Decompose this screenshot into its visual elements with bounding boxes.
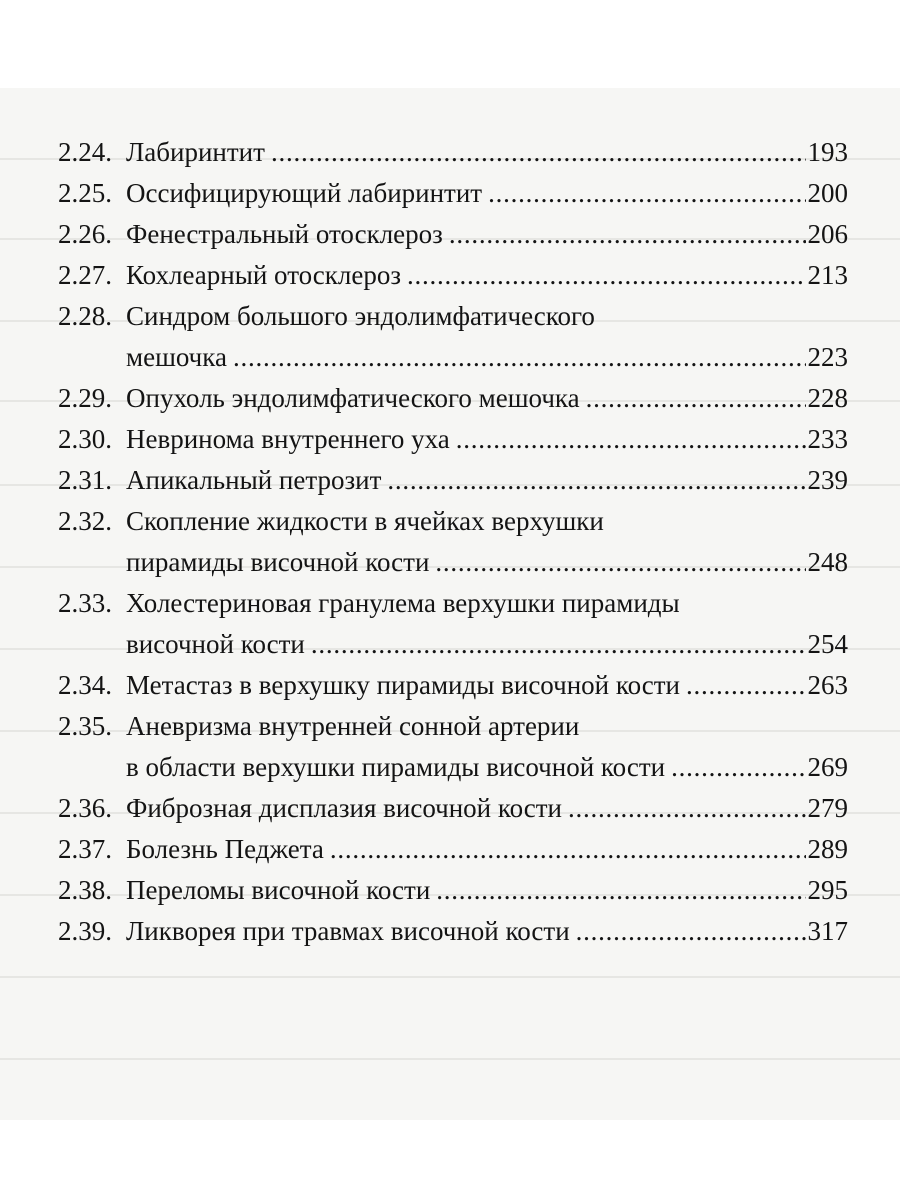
toc-entry-body <box>126 501 848 583</box>
toc-entry-title: Холестериновая гранулема верхушки пирамиды <box>126 588 680 618</box>
toc-entry-line <box>126 829 848 870</box>
toc-entry <box>58 255 848 296</box>
toc-page-number: 295 <box>807 875 848 905</box>
toc-entry-title: Апикальный петрозит <box>126 465 382 495</box>
toc-entry-line <box>126 460 848 501</box>
toc-entry-number: 2.32. <box>58 506 112 536</box>
toc-entry-line <box>126 911 848 952</box>
toc-page-number: 223 <box>807 342 848 372</box>
toc-entry-line <box>126 624 848 665</box>
toc-entry-body <box>126 665 848 706</box>
toc-entry <box>58 788 848 829</box>
toc-entry-number: 2.29. <box>58 383 112 413</box>
toc-entry-title: Кохлеарный отосклероз <box>126 260 402 290</box>
toc-entry-number: 2.30. <box>58 424 112 454</box>
toc-entry-body <box>126 173 848 214</box>
toc-entry-number: 2.27. <box>58 260 112 290</box>
toc-entry-line <box>126 214 848 255</box>
toc-page-number: 206 <box>807 219 848 249</box>
toc-page-number: 193 <box>807 137 848 167</box>
toc-dot-leader <box>330 829 806 870</box>
toc-dot-leader <box>686 665 806 706</box>
toc-entry-title: Опухоль эндолимфатического мешочка <box>126 383 580 413</box>
toc-entry-line <box>126 337 848 378</box>
toc-entry-line <box>126 665 848 706</box>
toc-entry-body <box>126 378 848 419</box>
toc-entry <box>58 911 848 952</box>
toc-page-number: 228 <box>807 383 848 413</box>
toc-entry-number: 2.26. <box>58 219 112 249</box>
toc-entry-title: височной кости <box>126 629 305 659</box>
toc-dot-leader <box>449 214 806 255</box>
toc-entry-line <box>126 706 848 747</box>
toc-entry-title: Оссифицирующий лабиринтит <box>126 178 483 208</box>
toc-page-number: 263 <box>807 670 848 700</box>
toc-entry <box>58 829 848 870</box>
toc-entry-body <box>126 419 848 460</box>
toc-entry-line <box>126 583 848 624</box>
toc-entry-body <box>126 583 848 665</box>
toc-entry-body <box>126 296 848 378</box>
toc-entry-number: 2.39. <box>58 916 112 946</box>
toc-dot-leader <box>586 378 806 419</box>
toc-dot-leader <box>568 788 805 829</box>
toc-entry-line <box>126 419 848 460</box>
toc-page-number: 239 <box>807 465 848 495</box>
toc-entry-line <box>126 788 848 829</box>
toc-entry-number: 2.36. <box>58 793 112 823</box>
toc-entry-line <box>126 501 848 542</box>
toc-entry-title: Скопление жидкости в ячейках верхушки <box>126 506 604 536</box>
toc-dot-leader <box>387 460 805 501</box>
toc-dot-leader <box>435 542 805 583</box>
toc-entry-number: 2.37. <box>58 834 112 864</box>
toc-page-number: 279 <box>807 793 848 823</box>
toc-entry-body <box>126 460 848 501</box>
toc-page-number: 289 <box>807 834 848 864</box>
toc-entry <box>58 870 848 911</box>
toc-page-number: 233 <box>807 424 848 454</box>
toc-entry-body <box>126 706 848 788</box>
toc-page-number: 248 <box>807 547 848 577</box>
toc-entry-body <box>126 829 848 870</box>
toc-entry-title: Аневризма внутренней сонной артерии <box>126 711 580 741</box>
toc-entry-title: Лабиринтит <box>126 137 265 167</box>
toc-page-number: 254 <box>807 629 848 659</box>
toc-entry-line <box>126 870 848 911</box>
toc-dot-leader <box>671 747 805 788</box>
toc-dot-leader <box>456 419 806 460</box>
toc-entry-number: 2.34. <box>58 670 112 700</box>
toc-entry-number: 2.31. <box>58 465 112 495</box>
toc-entry-title: Синдром большого эндолимфатического <box>126 301 595 331</box>
toc-dot-leader <box>436 870 805 911</box>
toc-entry-title: мешочка <box>126 342 227 372</box>
toc-entry-line <box>126 296 848 337</box>
toc-entry-title: Переломы височной кости <box>126 875 431 905</box>
toc-entry <box>58 173 848 214</box>
book-page <box>0 88 900 1120</box>
toc-entry-title: Ликворея при травмах височной кости <box>126 916 570 946</box>
toc-entry-line <box>126 173 848 214</box>
toc-entry-body <box>126 870 848 911</box>
toc-entry-number: 2.35. <box>58 711 112 741</box>
toc-entry-title: пирамиды височной кости <box>126 547 430 577</box>
toc-entry-line <box>126 747 848 788</box>
toc-entry <box>58 460 848 501</box>
toc-entry-line <box>126 378 848 419</box>
toc-entry-title: в области верхушки пирамиды височной кости <box>126 752 666 782</box>
toc-entry <box>58 296 848 378</box>
toc-entry <box>58 132 848 173</box>
toc-entry <box>58 378 848 419</box>
toc-dot-leader <box>576 911 806 952</box>
toc-entry-number: 2.38. <box>58 875 112 905</box>
toc-page-number: 269 <box>807 752 848 782</box>
toc-entry-line <box>126 255 848 296</box>
table-of-contents <box>58 132 848 952</box>
toc-entry-number: 2.24. <box>58 137 112 167</box>
toc-entry <box>58 419 848 460</box>
toc-entry-number: 2.28. <box>58 301 112 331</box>
toc-entry-title: Невринома внутреннего уха <box>126 424 450 454</box>
toc-entry-number: 2.33. <box>58 588 112 618</box>
toc-page-number: 317 <box>807 916 848 946</box>
toc-entry-title: Фиброзная дисплазия височной кости <box>126 793 563 823</box>
toc-entry-title: Фенестральный отосклероз <box>126 219 443 249</box>
toc-entry <box>58 706 848 788</box>
toc-dot-leader <box>233 337 806 378</box>
toc-page-number: 213 <box>807 260 848 290</box>
toc-dot-leader <box>311 624 806 665</box>
toc-entry-body <box>126 788 848 829</box>
toc-entry <box>58 501 848 583</box>
toc-entry-body <box>126 214 848 255</box>
toc-entry-line <box>126 132 848 173</box>
toc-entry-body <box>126 132 848 173</box>
toc-entry <box>58 583 848 665</box>
toc-dot-leader <box>488 173 805 214</box>
toc-entry-body <box>126 911 848 952</box>
toc-entry <box>58 214 848 255</box>
toc-entry-body <box>126 255 848 296</box>
toc-entry-line <box>126 542 848 583</box>
toc-dot-leader <box>271 132 806 173</box>
toc-entry-number: 2.25. <box>58 178 112 208</box>
toc-dot-leader <box>407 255 805 296</box>
toc-page-number: 200 <box>807 178 848 208</box>
toc-entry-title: Болезнь Педжета <box>126 834 324 864</box>
toc-entry-title: Метастаз в верхушку пирамиды височной кости <box>126 670 680 700</box>
toc-entry <box>58 665 848 706</box>
